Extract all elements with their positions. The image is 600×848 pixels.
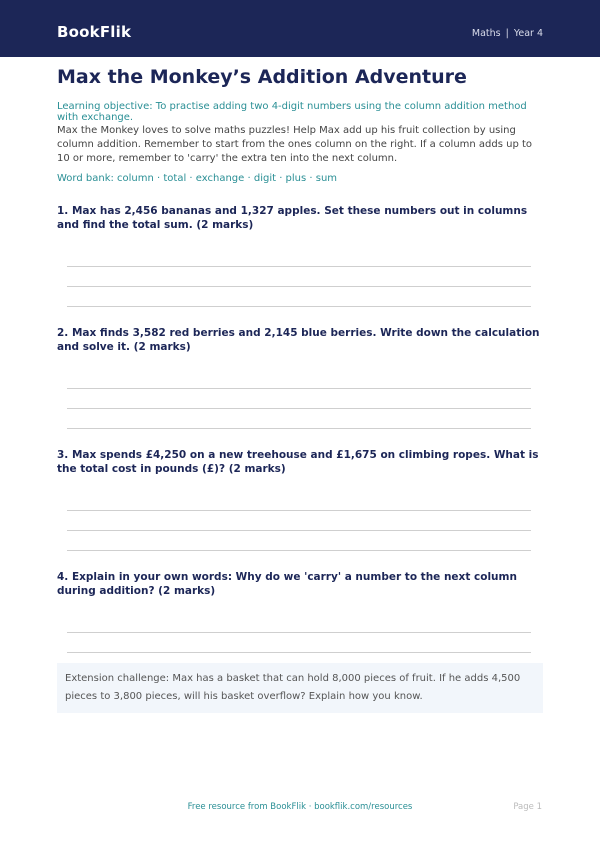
answer-line[interactable]: [67, 286, 531, 287]
question-2: 2. Max finds 3,582 red berries and 2,145 blue berries. Write down the calculation and solve it. (2 marks): [57, 327, 540, 353]
question-1: 1. Max has 2,456 bananas and 1,327 apples. Set these numbers out in columns and find the total sum. (2 marks): [57, 205, 528, 231]
brand-logo: BookFlik: [57, 23, 132, 41]
intro-paragraph: Max the Monkey loves to solve maths puzzles! Help Max add up his fruit collection by using column addition. Remember to start from the ones column on the right. If a column adds up to 10 or more, remember to 'carry' the extra ten into the next column.: [57, 125, 533, 164]
answer-line[interactable]: [67, 266, 531, 267]
answer-line[interactable]: [67, 388, 531, 389]
answer-line[interactable]: [67, 428, 531, 429]
question-3: 3. Max spends £4,250 on a new treehouse and £1,675 on climbing ropes. What is the total cost in pounds (£)? (2 marks): [57, 449, 539, 475]
extension-challenge-text: Extension challenge: Max has a basket that can hold 8,000 pieces of fruit. If he adds 4,500 pieces to 3,800 pieces, will his basket overflow? Explain how you know.: [65, 673, 521, 702]
answer-line[interactable]: [67, 632, 531, 633]
footer-text: Free resource from BookFlik · bookflik.com/resources: [187, 802, 413, 812]
page-header: [0, 0, 600, 57]
answer-line[interactable]: [67, 530, 531, 531]
question-4: 4. Explain in your own words: Why do we 'carry' a number to the next column during addition? (2 marks): [57, 571, 517, 597]
subject-year-label: [472, 28, 543, 39]
learning-objective: Learning objective: To practise adding two 4-digit numbers using the column addition method with exchange.: [57, 101, 527, 123]
answer-line[interactable]: [67, 550, 531, 551]
year-label: Year 4: [513, 28, 543, 39]
answer-line[interactable]: [67, 510, 531, 511]
subject-label: Maths: [471, 28, 501, 39]
extension-challenge-box: [57, 663, 543, 713]
page-number: Page 1: [513, 802, 542, 812]
worksheet-title: Max the Monkey’s Addition Adventure: [57, 66, 467, 88]
answer-line[interactable]: [67, 408, 531, 409]
answer-line[interactable]: [67, 306, 531, 307]
answer-line[interactable]: [67, 652, 531, 653]
separator: |: [505, 28, 509, 39]
word-bank: Word bank: column · total · exchange · digit · plus · sum: [57, 173, 338, 184]
